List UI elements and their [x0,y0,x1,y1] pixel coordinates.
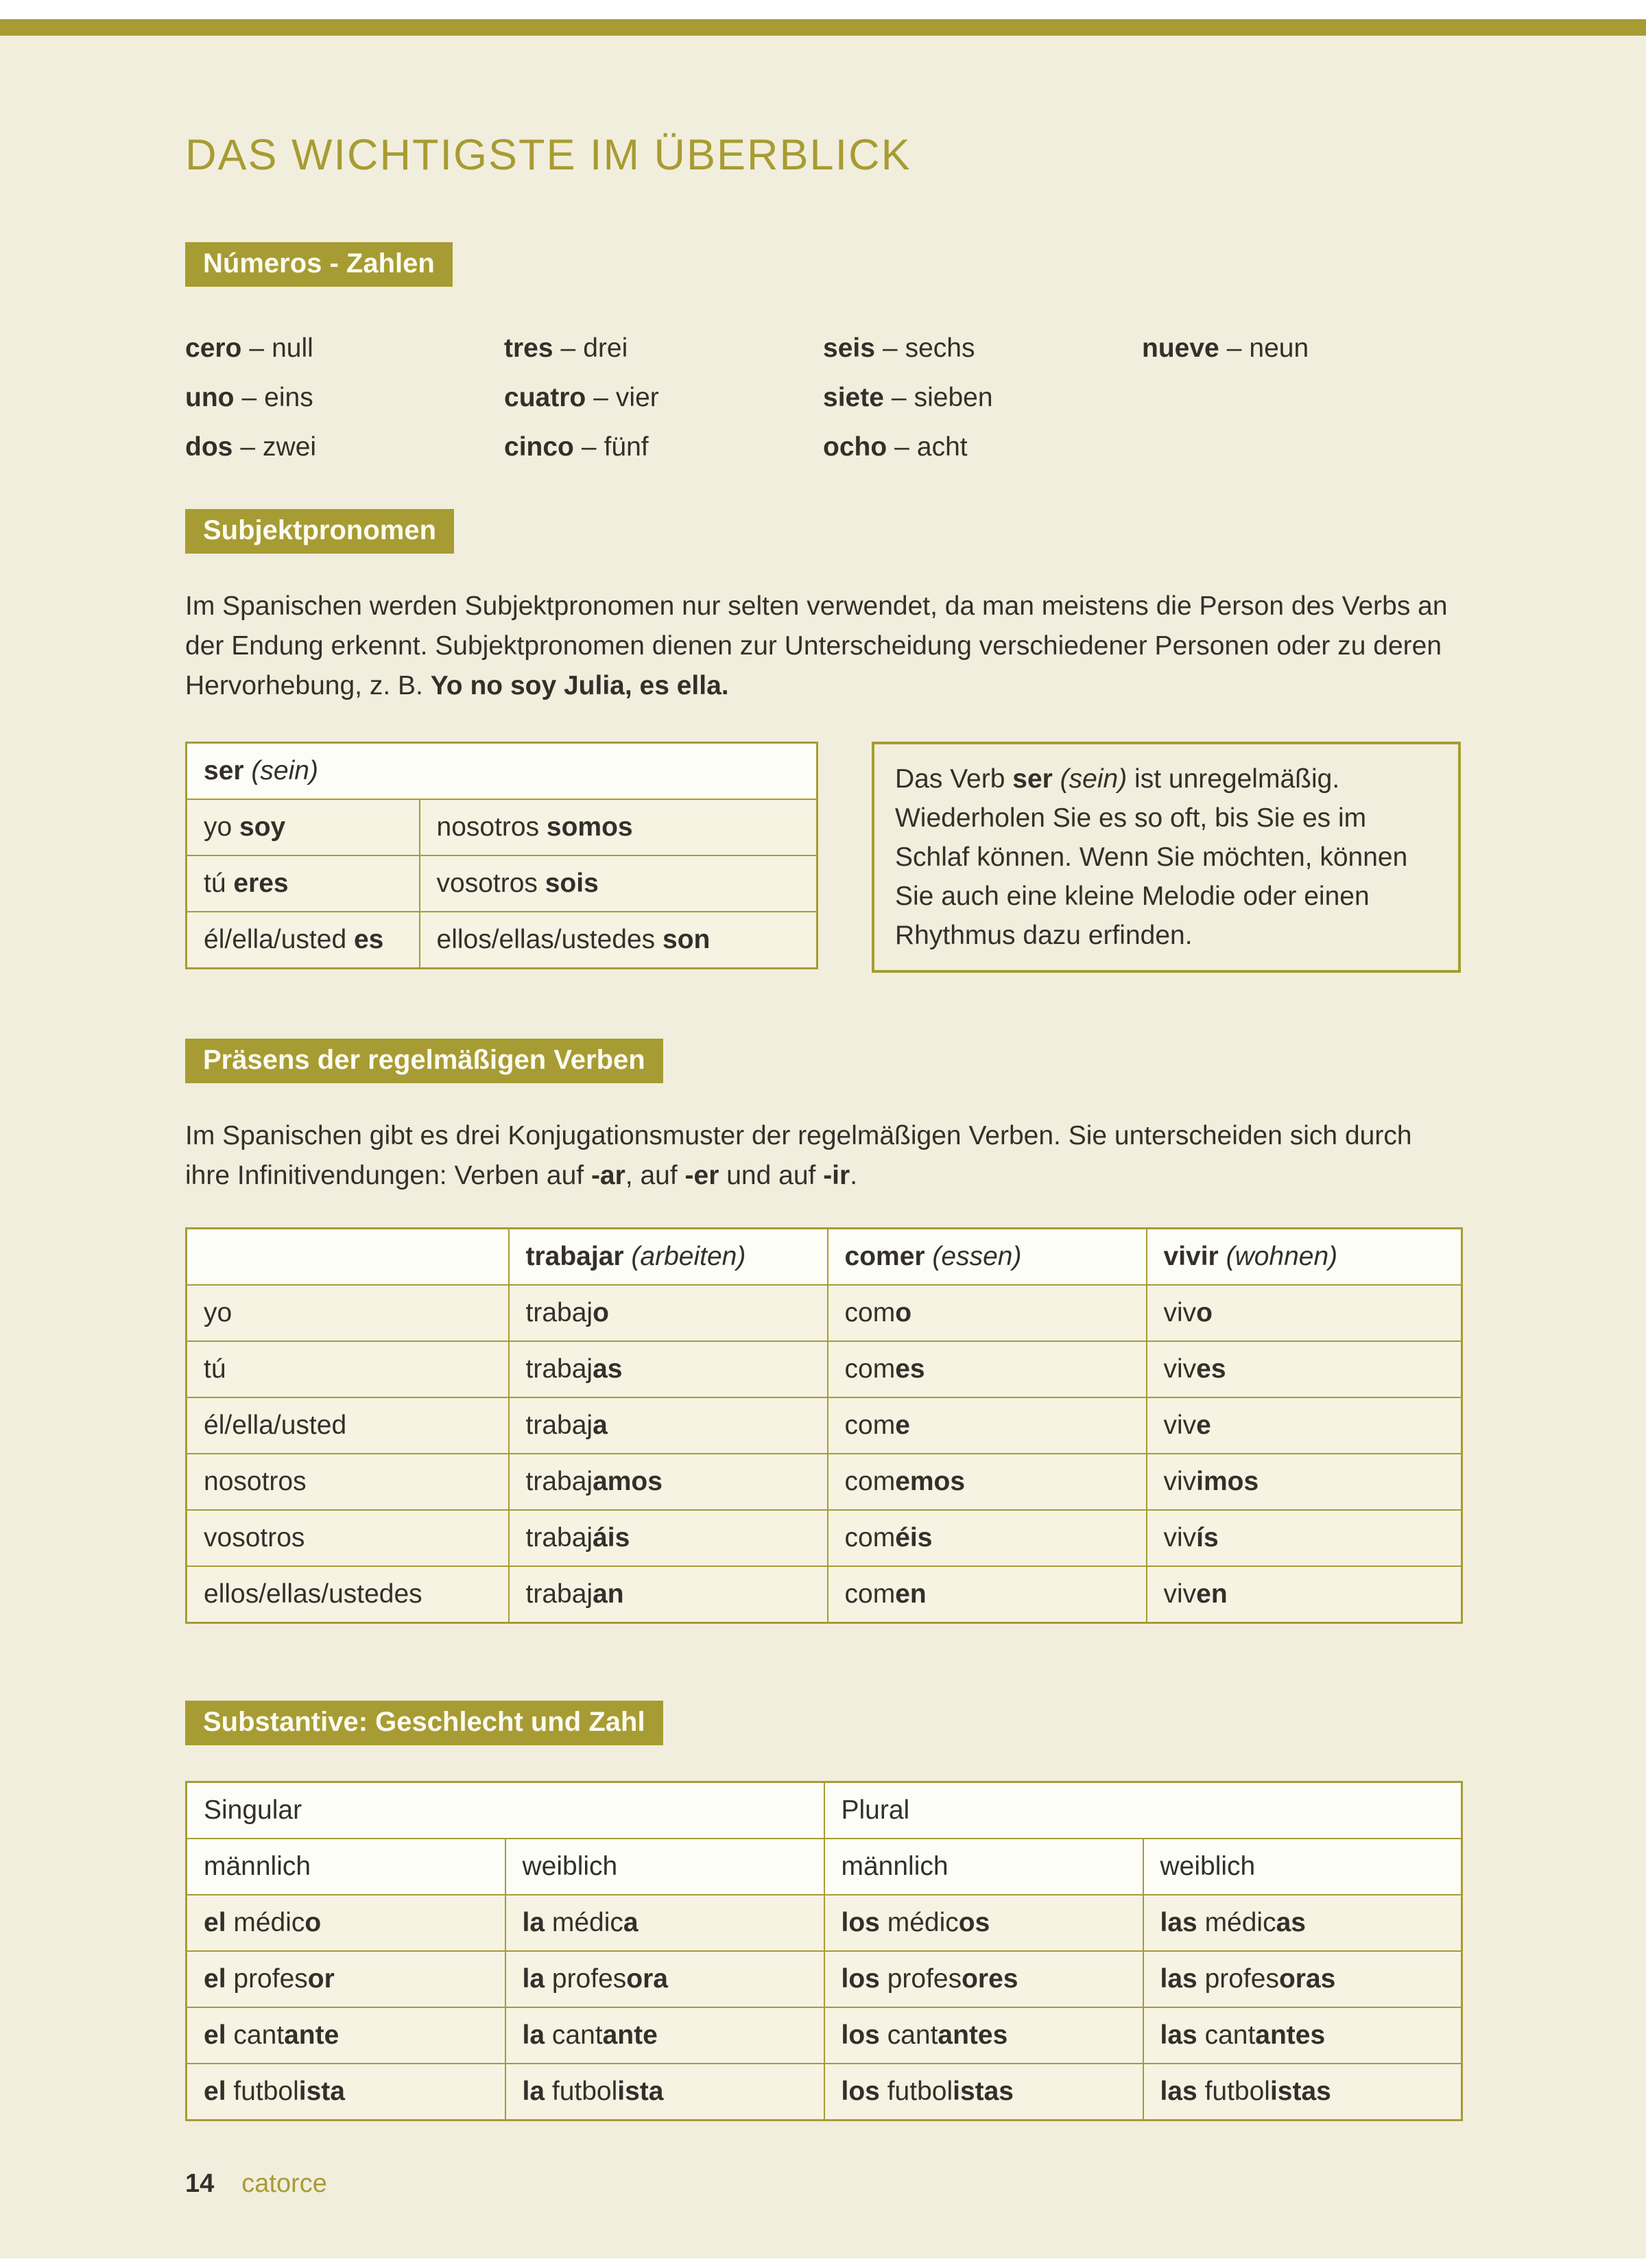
empty-header-cell [187,1229,509,1286]
verb-ending: o [593,1298,609,1328]
noun-cell [187,2064,505,2121]
verb-ending: es [1196,1354,1226,1384]
book-page [0,36,1646,2258]
noun-stem: futbol [1204,2077,1270,2107]
noun-cell [1143,2007,1462,2064]
pronoun-text: él/ella/usted [204,925,354,955]
pronoun-text: nosotros [436,812,547,842]
verb-form: somos [546,812,633,842]
section-heading-praesens: Präsens der regelmäßigen Verben [185,1039,663,1083]
conjugation-cell [509,1510,828,1566]
number-item [823,383,1142,413]
verb-form: eres [233,869,289,899]
conjugation-cell [1147,1510,1462,1566]
dash-separator: – [240,432,256,462]
page-title: DAS WICHTIGSTE IM ÜBERBLICK [185,131,911,179]
spanish-word: seis [823,333,875,364]
article: las [1160,2077,1197,2107]
table-row [187,1510,1462,1566]
verb-ending: áis [593,1523,630,1553]
article: los [841,1964,880,1994]
verb-header-cell [828,1229,1147,1286]
table-row [187,1397,1462,1454]
table-row [187,912,818,969]
section-heading-substantive: Substantive: Geschlecht und Zahl [185,1701,663,1745]
article: el [204,1908,226,1938]
ser-conjugation-table [185,742,818,969]
gender-header-cell: weiblich [1143,1839,1462,1895]
verb-ending: a [593,1410,608,1441]
table-row [187,1951,1462,2007]
verb-stem: trabaj [525,1467,593,1497]
dash-separator: – [882,333,898,364]
verb-translation: (arbeiten) [631,1242,746,1272]
verb-label: ser [1012,764,1053,794]
noun-stem: profes [887,1964,962,1994]
noun-stem: futbol [887,2077,953,2107]
verb-ending: ís [1196,1523,1219,1553]
verb-translation: (sein) [251,756,318,786]
conjugation-cell [1147,1454,1462,1510]
conjugation-cell [828,1454,1147,1510]
number-item [185,432,504,462]
dash-separator: – [241,383,257,413]
pronoun-text: ellos/ellas/ustedes [436,925,663,955]
paragraph-text: Im Spanischen gibt es drei Konjugationsmuster der regelmäßigen Verben. Sie unterscheiden sich durch ihre Infinitivendungen: Verben auf [185,1121,1412,1191]
noun-ending: o [305,1908,322,1938]
conjugation-cell [1147,1397,1462,1454]
noun-cell [187,1951,505,2007]
article: las [1160,1964,1197,1994]
section-subjektpronomen [185,472,1461,973]
conjugation-cell [187,799,420,855]
conjugation-cell [420,912,818,969]
noun-ending: ores [962,1964,1018,1994]
pronoun-cell: él/ella/usted [187,1397,509,1454]
verb-ending: e [895,1410,910,1441]
article: la [522,1964,545,1994]
conjugation-cell [828,1397,1147,1454]
noun-ending: oras [1278,1964,1336,1994]
dash-separator: – [894,432,909,462]
verb-stem: viv [1163,1354,1197,1384]
number-item [1142,333,1461,364]
noun-cell [824,1951,1143,2007]
german-word: acht [916,432,968,462]
noun-stem: cant [887,2020,938,2051]
verb-translation: (wohnen) [1226,1242,1338,1272]
table-row [187,799,818,855]
section-substantive [185,1624,1461,2121]
table-header-row [187,1782,1462,1839]
table-row [187,1285,1462,1341]
article: la [522,2020,545,2051]
verb-stem: viv [1163,1410,1197,1441]
section-numbers [185,179,1461,472]
ending-ir: -ir [823,1161,850,1191]
spanish-word: siete [823,383,884,413]
article: el [204,2020,226,2051]
verb-stem: com [844,1523,896,1553]
conjugation-cell [509,1397,828,1454]
noun-ending: ista [298,2077,345,2107]
verb-ending: en [895,1579,927,1609]
numbers-grid [185,324,1461,472]
dash-separator: – [1226,333,1242,364]
verb-form: soy [239,812,286,842]
pronoun-text: vosotros [436,869,545,899]
pronoun-cell: yo [187,1285,509,1341]
table-row [187,1895,1462,1951]
noun-stem: futbol [233,2077,299,2107]
noun-cell [187,1895,505,1951]
page-footer [185,2169,1461,2199]
table-subheader-row [187,1839,1462,1895]
conjugation-cell [828,1285,1147,1341]
german-word: vier [615,383,659,413]
noun-ending: os [958,1908,990,1938]
table-row [187,2007,1462,2064]
noun-cell [824,2007,1143,2064]
verb-ending: o [895,1298,912,1328]
pronoun-text: tú [204,869,234,899]
article: las [1160,2020,1197,2051]
paragraph-text: . [850,1161,858,1191]
table-row [187,1341,1462,1397]
noun-gender-table [185,1781,1463,2121]
singular-header-cell: Singular [187,1782,824,1839]
noun-cell [505,2064,824,2121]
conjugation-cell [509,1566,828,1623]
article: el [204,1964,226,1994]
noun-cell [505,1951,824,2007]
conjugation-cell [1147,1285,1462,1341]
spanish-word: cinco [504,432,574,462]
gender-header-cell: weiblich [505,1839,824,1895]
german-word: neun [1249,333,1309,364]
verb-label: vivir [1163,1242,1219,1272]
article: la [522,1908,545,1938]
conjugation-cell [420,799,818,855]
paragraph-text: , auf [625,1161,685,1191]
section-heading-numeros: Números - Zahlen [185,242,453,287]
noun-stem: médic [551,1908,623,1938]
number-item [504,333,823,364]
spanish-word: uno [185,383,235,413]
verb-stem: trabaj [525,1410,593,1441]
table-row [187,1454,1462,1510]
noun-cell [1143,1895,1462,1951]
german-word: drei [583,333,628,364]
noun-ending: ora [626,1964,668,1994]
table-row [187,855,818,912]
spanish-word: tres [504,333,553,364]
verb-stem: com [844,1410,896,1441]
noun-ending: istas [953,2077,1014,2107]
pronoun-text: yo [204,812,240,842]
verb-stem: com [844,1467,896,1497]
conjugation-cell [187,912,420,969]
noun-cell [1143,1951,1462,2007]
noun-cell [505,1895,824,1951]
table-header-row [187,1229,1462,1286]
spanish-word: nueve [1142,333,1219,364]
conjugation-cell [509,1454,828,1510]
noun-cell [1143,2064,1462,2121]
dash-separator: – [249,333,265,364]
gender-header-cell: männlich [187,1839,505,1895]
noun-stem: médic [887,1908,959,1938]
verb-stem: viv [1163,1298,1197,1328]
verb-conjugation-table [185,1227,1463,1624]
section-heading-subjektpronomen: Subjektpronomen [185,509,454,554]
paragraph-text: Im Spanischen werden Subjektpronomen nur selten verwendet, da man meistens die Person des Verbs an der Endung erkennt. Subjektpronomen dienen zur Unterscheidung verschiedener Personen oder zu deren Hervorhebung, z. B. [185,591,1448,701]
verb-header-cell [1147,1229,1462,1286]
article: las [1160,1908,1197,1938]
german-word: null [272,333,313,364]
pronoun-cell: tú [187,1341,509,1397]
spanish-word: cero [185,333,242,364]
noun-cell [187,2007,505,2064]
conjugation-cell [509,1285,828,1341]
verb-stem: viv [1163,1523,1197,1553]
verb-ending: an [593,1579,624,1609]
noun-ending: antes [1255,2020,1326,2051]
german-word: sieben [914,383,993,413]
verb-form: son [663,925,711,955]
verb-stem: com [844,1579,896,1609]
conjugation-cell [1147,1341,1462,1397]
number-item [504,383,823,413]
dash-separator: – [891,383,907,413]
verb-ending: as [593,1354,623,1384]
praesens-paragraph [185,1116,1461,1196]
table-row [187,1566,1462,1623]
pronoun-cell: vosotros [187,1510,509,1566]
noun-ending: istas [1269,2077,1331,2107]
noun-ending: or [307,1964,335,1994]
dash-separator: – [581,432,597,462]
german-word: eins [264,383,313,413]
article: los [841,2077,880,2107]
noun-stem: futbol [551,2077,618,2107]
noun-cell [505,2007,824,2064]
number-item [504,432,823,462]
number-item [185,333,504,364]
verb-form: sois [545,869,599,899]
tip-text: Das Verb [895,764,1013,794]
noun-ending: antes [938,2020,1008,2051]
verb-label: comer [844,1242,925,1272]
number-item [823,333,1142,364]
number-item [823,432,1142,462]
conjugation-cell [187,855,420,912]
conjugation-cell [420,855,818,912]
spanish-word: dos [185,432,233,462]
german-word: zwei [263,432,317,462]
pronoun-cell: nosotros [187,1454,509,1510]
page-number: 14 [185,2169,215,2199]
example-sentence: Yo no soy Julia, es ella. [430,671,729,701]
verb-ending: amos [593,1467,663,1497]
section-praesens [185,973,1461,1624]
verb-ending: éis [895,1523,933,1553]
pronoun-cell: ellos/ellas/ustedes [187,1566,509,1623]
noun-cell [824,2064,1143,2121]
ending-ar: -ar [591,1161,625,1191]
bottom-page-edge [0,2258,1646,2268]
table-header-row [187,743,818,800]
paragraph-text: und auf [719,1161,824,1191]
conjugation-cell [828,1566,1147,1623]
verb-ending: en [1196,1579,1228,1609]
conjugation-cell [509,1341,828,1397]
number-item [185,383,504,413]
gender-header-cell: männlich [824,1839,1143,1895]
spanish-word: cuatro [504,383,586,413]
table-row [187,2064,1462,2121]
verb-header-cell [187,743,818,800]
verb-stem: trabaj [525,1298,593,1328]
noun-ending: as [1276,1908,1306,1938]
verb-stem: trabaj [525,1523,593,1553]
noun-ending: ante [602,2020,658,2051]
noun-ending: ista [617,2077,664,2107]
german-word: sechs [905,333,975,364]
verb-translation: (sein) [1060,764,1128,794]
conjugation-cell [828,1510,1147,1566]
verb-form: es [353,925,384,955]
conjugation-cell [828,1341,1147,1397]
noun-ending: ante [284,2020,339,2051]
verb-ending: es [895,1354,925,1384]
noun-stem: profes [1204,1964,1279,1994]
verb-stem: trabaj [525,1354,593,1384]
verb-header-cell [509,1229,828,1286]
verb-translation: (essen) [932,1242,1022,1272]
noun-ending: a [623,1908,639,1938]
page-number-word: catorce [241,2169,327,2199]
dash-separator: – [593,383,608,413]
article: la [522,2077,545,2107]
verb-stem: com [844,1298,896,1328]
verb-stem: viv [1163,1579,1197,1609]
noun-stem: cant [233,2020,285,2051]
noun-stem: profes [233,1964,308,1994]
tip-box [872,742,1461,973]
verb-ending: imos [1196,1467,1259,1497]
verb-label: trabajar [525,1242,624,1272]
ser-and-tip-row [185,742,1461,973]
noun-stem: médic [233,1908,305,1938]
verb-stem: trabaj [525,1579,593,1609]
plural-header-cell: Plural [824,1782,1462,1839]
verb-ending: o [1196,1298,1213,1328]
subjektpronomen-paragraph [185,587,1461,706]
verb-ending: emos [895,1467,966,1497]
spanish-word: ocho [823,432,887,462]
verb-stem: com [844,1354,896,1384]
article: el [204,2077,226,2107]
verb-ending: e [1196,1410,1211,1441]
verb-stem: viv [1163,1467,1197,1497]
noun-stem: profes [551,1964,627,1994]
dash-separator: – [560,333,576,364]
noun-cell [824,1895,1143,1951]
article: los [841,1908,880,1938]
verb-label: ser [204,756,244,786]
article: los [841,2020,880,2051]
top-accent-bar [0,19,1646,36]
noun-stem: cant [551,2020,603,2051]
noun-stem: cant [1204,2020,1256,2051]
ending-er: -er [684,1161,719,1191]
conjugation-cell [1147,1566,1462,1623]
tip-text: ist unregelmäßig. Wiederholen Sie es so oft, bis Sie es im Schlaf können. Wenn Sie möchten, können Sie auch eine kleine Melodie oder einen Rhythmus dazu erfinden. [895,764,1408,951]
german-word: fünf [604,432,649,462]
noun-stem: médic [1204,1908,1276,1938]
